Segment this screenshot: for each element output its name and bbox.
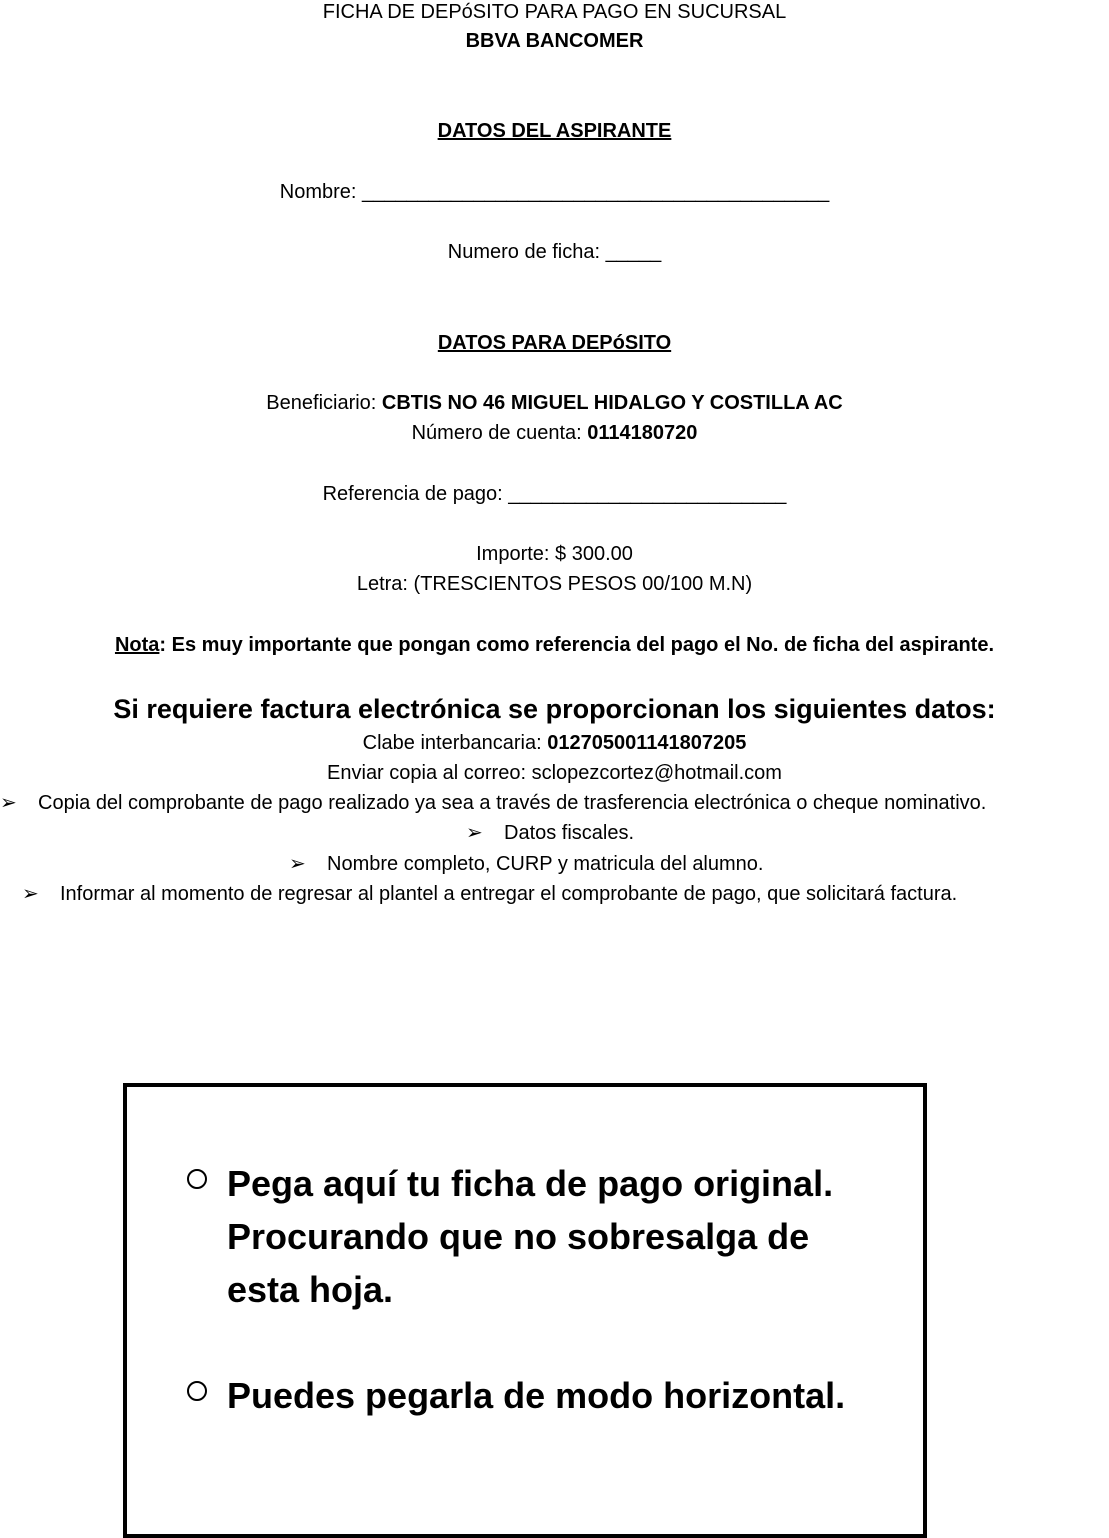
bank-name	[0, 29, 1109, 53]
factura-item	[466, 821, 634, 845]
cuenta-label: Número de cuenta:	[411, 422, 588, 444]
aspirante-heading	[0, 119, 1109, 143]
factura-item	[289, 852, 763, 876]
factura-heading	[0, 693, 1109, 725]
letra-text: Letra: (TRESCIENTOS PESOS 00/100 M.N)	[356, 573, 753, 595]
paste-instruction-text: Pega aquí tu ficha de pago original. Procurando que no sobresalga de esta hoja.	[227, 1163, 834, 1310]
referencia-label: Referencia de pago:	[322, 483, 509, 505]
aspirante-heading-text: DATOS DEL ASPIRANTE	[437, 120, 672, 142]
paste-instruction	[187, 1369, 887, 1422]
factura-item	[22, 882, 957, 906]
deposito-heading-text: DATOS PARA DEPóSITO	[437, 332, 672, 354]
circle-bullet-icon	[187, 1381, 207, 1401]
referencia-blank: _________________________	[508, 483, 787, 505]
clabe-field	[0, 731, 1109, 755]
title-text: FICHA DE DEPóSITO PARA PAGO EN SUCURSAL	[322, 1, 787, 23]
factura-item-text: Copia del comprobante de pago realizado ya sea a través de trasferencia electrónica o cheque nominativo.	[38, 792, 987, 814]
factura-heading-text: Si requiere factura electrónica se proporcionan los siguientes datos:	[113, 694, 996, 724]
cuenta-field	[0, 421, 1109, 445]
nota-label: Nota	[114, 634, 160, 656]
nombre-blank: __________________________________________	[362, 181, 830, 203]
nota-text: : Es muy importante que pongan como referencia del pago el No. de ficha del aspirante.	[159, 634, 995, 656]
paste-area-box	[123, 1083, 927, 1538]
circle-bullet-icon	[187, 1169, 207, 1189]
factura-item	[0, 791, 986, 815]
beneficiario-value: CBTIS NO 46 MIGUEL HIDALGO Y COSTILLA AC	[381, 392, 843, 414]
ficha-label: Numero de ficha:	[447, 241, 606, 263]
paste-instruction-text: Puedes pegarla de modo horizontal.	[227, 1375, 846, 1416]
nota	[0, 633, 1109, 657]
importe	[0, 542, 1109, 566]
factura-item-text: Nombre completo, CURP y matricula del alumno.	[327, 853, 764, 875]
clabe-value: 012705001141807205	[547, 732, 747, 754]
referencia-field	[0, 482, 1109, 506]
letra	[0, 572, 1109, 596]
nombre-field	[0, 180, 1109, 204]
beneficiario-field	[0, 391, 1109, 415]
document-title	[0, 0, 1109, 24]
cuenta-value: 0114180720	[587, 422, 698, 444]
arrow-bullet-icon: ➢	[466, 822, 483, 844]
clabe-label: Clabe interbancaria:	[362, 732, 548, 754]
beneficiario-label: Beneficiario:	[266, 392, 382, 414]
factura-item-text: Datos fiscales.	[504, 822, 635, 844]
ficha-blank: _____	[605, 241, 662, 263]
paste-instruction	[187, 1157, 887, 1316]
arrow-bullet-icon: ➢	[0, 792, 17, 814]
correo-text: Enviar copia al correo: sclopezcortez@hotmail.com	[327, 762, 782, 784]
arrow-bullet-icon: ➢	[22, 883, 39, 905]
arrow-bullet-icon: ➢	[289, 853, 306, 875]
factura-item-text: Informar al momento de regresar al plantel a entregar el comprobante de pago, que solicitará factura.	[60, 883, 958, 905]
importe-text: Importe: $ 300.00	[476, 543, 633, 565]
deposito-heading	[0, 331, 1109, 355]
ficha-field	[0, 240, 1109, 264]
nombre-label: Nombre:	[279, 181, 363, 203]
correo-line	[0, 761, 1109, 785]
bank-text: BBVA BANCOMER	[465, 30, 644, 52]
